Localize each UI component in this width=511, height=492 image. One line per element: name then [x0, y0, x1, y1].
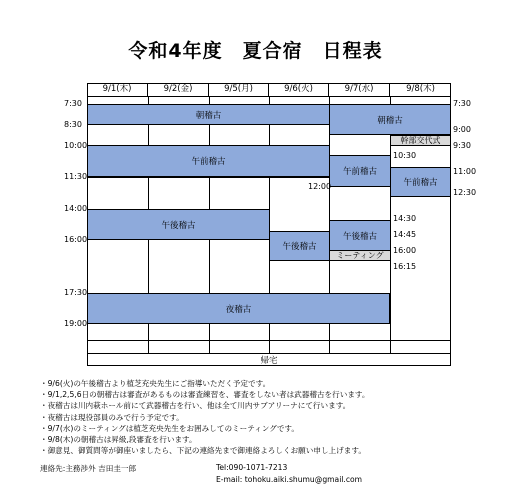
contact-name: 連絡先:主務渉外 吉田圭一郎: [40, 464, 137, 473]
block-am-practice: 午前稽古: [390, 167, 451, 197]
notes-list: [40, 378, 370, 456]
block-morning-practice: 朝稽古: [87, 104, 330, 125]
day-header: 9/5(月): [209, 83, 269, 96]
time-label: 16:00: [64, 235, 88, 244]
time-label: 10:30: [393, 151, 417, 160]
time-label: 8:30: [64, 120, 82, 129]
time-label: 11:30: [64, 172, 88, 181]
time-label: 12:30: [453, 188, 477, 197]
note-item: ・夜稽古は現役部員のみで行う予定です。: [40, 412, 184, 422]
day-header: 9/2(金): [148, 83, 209, 96]
day-header: 9/8(木): [406, 84, 435, 94]
block-pm-practice: 午後稽古: [87, 209, 270, 240]
note-item: ・夜稽古は川内萩ホール前にて武器稽古を行い、他は全て川内サブアリーナにて行います。: [40, 401, 351, 411]
time-label: 14:30: [393, 214, 417, 223]
day-header: 9/7(水): [329, 83, 390, 96]
time-label: 10:00: [64, 141, 88, 150]
note-item: ・9/6(火)の午後稽古より植芝充央先生にご指導いただく予定です。: [40, 379, 271, 388]
time-label: 19:00: [64, 319, 88, 328]
note-item: ・9/8(木)の朝稽古は昇級,段審査を行います。: [40, 435, 197, 445]
day-header: 9/6(火): [269, 83, 329, 96]
note-item: ・9/1,2,5,6日の朝稽古は審査があるものは審査練習を、審査をしない者は武器稽古を行います。: [40, 390, 370, 400]
day-header: 9/1(木): [87, 83, 148, 96]
note-item: ・御意見、御質問等が御座いましたら、下記の連絡先まで御連絡よろしくお願い申し上げます。: [40, 446, 366, 456]
contact-email[interactable]: E-mail: tohoku.aiki.shumu@gmail.com: [216, 475, 363, 484]
time-label: 16:00: [393, 246, 417, 255]
time-line: [87, 340, 451, 341]
time-label: 17:30: [64, 288, 88, 297]
page-title: 令和4年度 夏合宿 日程表: [128, 40, 383, 62]
time-label: 7:30: [64, 99, 82, 108]
time-label: 7:30: [453, 99, 471, 108]
block-officer-handover: 幹部交代式: [390, 135, 451, 146]
block-evening-practice: 夜稽古: [87, 293, 390, 324]
block-pm-practice: 午後稽古: [269, 231, 330, 261]
contact-tel: Tel:090-1071-7213: [216, 463, 288, 472]
block-meeting: ミーティング: [329, 250, 391, 261]
time-label: 16:15: [393, 262, 417, 271]
time-label: 9:30: [453, 141, 471, 150]
time-label: 9:00: [453, 125, 471, 134]
time-label: 12:00: [308, 182, 332, 191]
block-am-practice: 午前稽古: [329, 155, 391, 187]
block-am-practice: 午前稽古: [87, 145, 330, 177]
time-label: 14:00: [64, 204, 88, 213]
note-item: ・9/7(水)のミーティングは植芝充央先生をお囲みしてのミーティングです。: [40, 423, 300, 433]
block-morning-practice: 朝稽古: [329, 104, 451, 135]
time-label: 14:45: [393, 230, 417, 239]
block-pm-practice: 午後稽古: [329, 220, 391, 251]
go-home-label: 帰宅: [260, 356, 278, 366]
time-label: 11:00: [453, 167, 477, 176]
